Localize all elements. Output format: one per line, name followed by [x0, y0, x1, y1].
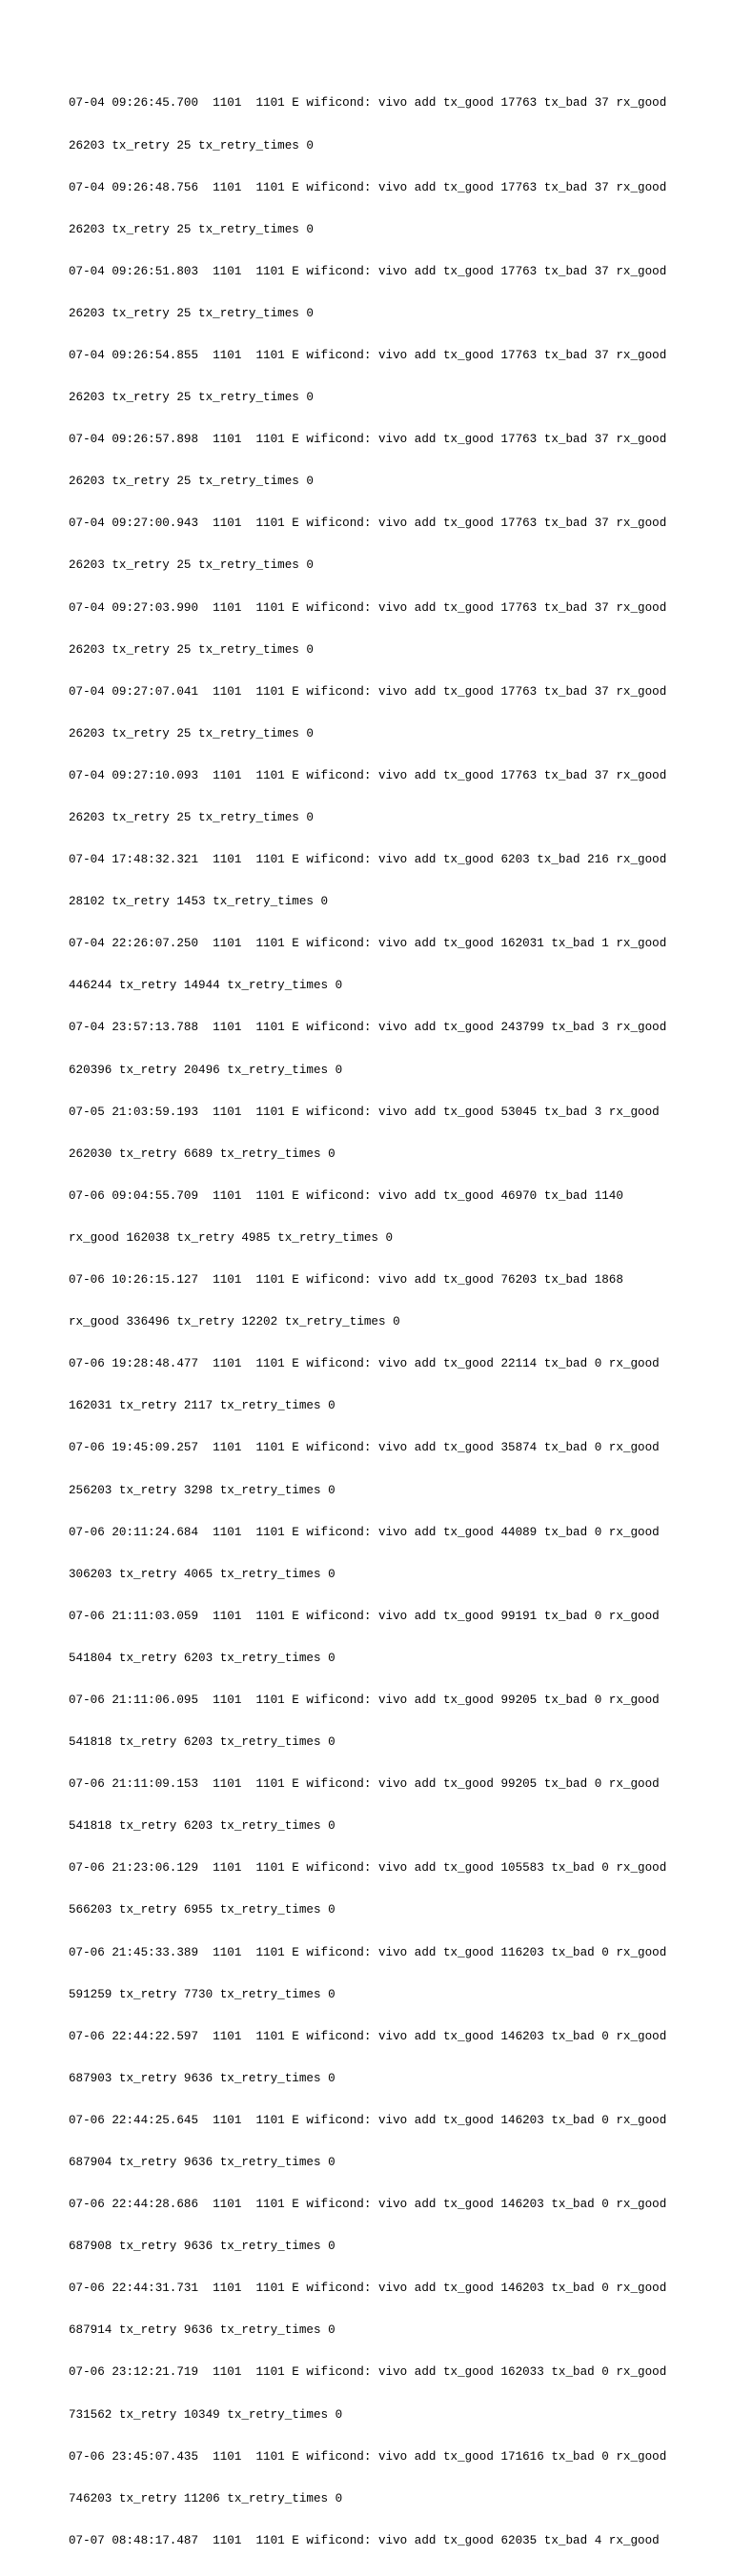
log-line: 26203 tx_retry 25 tx_retry_times 0 [69, 475, 314, 489]
log-line: 26203 tx_retry 25 tx_retry_times 0 [69, 811, 314, 824]
log-line: 07-07 08:48:17.487 1101 1101 E wificond: vivo add tx_good 62035 tx_bad 4 rx_good [69, 2533, 660, 2547]
log-line: 07-06 10:26:15.127 1101 1101 E wificond: vivo add tx_good 76203 tx_bad 1868 [69, 1273, 623, 1288]
log-line: 07-04 09:27:10.093 1101 1101 E wificond: vivo add tx_good 17763 tx_bad 37 rx_good [69, 768, 667, 782]
log-line: 256203 tx_retry 3298 tx_retry_times 0 [69, 1483, 336, 1497]
log-line: 07-04 09:27:03.990 1101 1101 E wificond: vivo add tx_good 17763 tx_bad 37 rx_good [69, 600, 667, 615]
log-line: 07-04 09:26:57.898 1101 1101 E wificond: vivo add tx_good 17763 tx_bad 37 rx_good [69, 433, 667, 447]
log-line: 07-06 21:11:06.095 1101 1101 E wificond: vivo add tx_good 99205 tx_bad 0 rx_good [69, 1693, 660, 1707]
log-line: 07-04 09:26:51.803 1101 1101 E wificond: vivo add tx_good 17763 tx_bad 37 rx_good [69, 264, 667, 278]
log-line: 07-06 21:11:09.153 1101 1101 E wificond: vivo add tx_good 99205 tx_bad 0 rx_good [69, 1777, 660, 1792]
log-line: 541818 tx_retry 6203 tx_retry_times 0 [69, 1819, 336, 1834]
log-line: 07-06 21:45:33.389 1101 1101 E wificond: vivo add tx_good 116203 tx_bad 0 rx_good [69, 1945, 667, 1959]
log-line: 07-04 23:57:13.788 1101 1101 E wificond: vivo add tx_good 243799 tx_bad 3 rx_good [69, 1021, 667, 1035]
log-line: 07-06 22:44:31.731 1101 1101 E wificond: vivo add tx_good 146203 tx_bad 0 rx_good [69, 2282, 667, 2296]
log-line: 687904 tx_retry 9636 tx_retry_times 0 [69, 2156, 336, 2169]
log-line: 541818 tx_retry 6203 tx_retry_times 0 [69, 1735, 336, 1750]
log-line: 07-06 23:45:07.435 1101 1101 E wificond: vivo add tx_good 171616 tx_bad 0 rx_good [69, 2449, 667, 2464]
log-line: 07-06 19:45:09.257 1101 1101 E wificond: vivo add tx_good 35874 tx_bad 0 rx_good [69, 1441, 660, 1455]
log-line: 687908 tx_retry 9636 tx_retry_times 0 [69, 2240, 336, 2254]
log-line: 07-06 20:11:24.684 1101 1101 E wificond: vivo add tx_good 44089 tx_bad 0 rx_good [69, 1525, 660, 1539]
log-line: 687903 tx_retry 9636 tx_retry_times 0 [69, 2071, 336, 2085]
log-line: 07-06 22:44:22.597 1101 1101 E wificond: vivo add tx_good 146203 tx_bad 0 rx_good [69, 2029, 667, 2043]
log-line: 731562 tx_retry 10349 tx_retry_times 0 [69, 2407, 343, 2422]
log-line: 746203 tx_retry 11206 tx_retry_times 0 [69, 2491, 343, 2505]
log-text-block [69, 69, 669, 2576]
log-line: 07-04 09:26:54.855 1101 1101 E wificond: vivo add tx_good 17763 tx_bad 37 rx_good [69, 348, 667, 362]
log-line: 26203 tx_retry 25 tx_retry_times 0 [69, 642, 314, 657]
log-line: 07-06 09:04:55.709 1101 1101 E wificond: vivo add tx_good 46970 tx_bad 1140 [69, 1188, 623, 1203]
log-line: 26203 tx_retry 25 tx_retry_times 0 [69, 558, 314, 573]
log-line: 26203 tx_retry 25 tx_retry_times 0 [69, 222, 314, 236]
log-line: 07-04 22:26:07.250 1101 1101 E wificond: vivo add tx_good 162031 tx_bad 1 rx_good [69, 937, 667, 951]
log-line: 07-06 22:44:28.686 1101 1101 E wificond: vivo add tx_good 146203 tx_bad 0 rx_good [69, 2198, 667, 2212]
log-line: rx_good 162038 tx_retry 4985 tx_retry_times 0 [69, 1230, 394, 1245]
log-line: 620396 tx_retry 20496 tx_retry_times 0 [69, 1063, 343, 1077]
log-line: 687914 tx_retry 9636 tx_retry_times 0 [69, 2323, 336, 2338]
log-line: 07-04 09:26:45.700 1101 1101 E wificond: vivo add tx_good 17763 tx_bad 37 rx_good [69, 96, 667, 111]
log-line: 07-06 23:12:21.719 1101 1101 E wificond: vivo add tx_good 162033 tx_bad 0 rx_good [69, 2365, 667, 2380]
log-line: 28102 tx_retry 1453 tx_retry_times 0 [69, 895, 329, 909]
log-line: 541804 tx_retry 6203 tx_retry_times 0 [69, 1651, 336, 1665]
log-line: 446244 tx_retry 14944 tx_retry_times 0 [69, 979, 343, 993]
log-line: 26203 tx_retry 25 tx_retry_times 0 [69, 306, 314, 320]
log-line: 306203 tx_retry 4065 tx_retry_times 0 [69, 1567, 336, 1581]
log-line: 07-06 21:11:03.059 1101 1101 E wificond: vivo add tx_good 99191 tx_bad 0 rx_good [69, 1609, 660, 1623]
log-line: rx_good 336496 tx_retry 12202 tx_retry_times 0 [69, 1315, 400, 1329]
log-line: 26203 tx_retry 25 tx_retry_times 0 [69, 726, 314, 740]
log-line: 07-06 21:23:06.129 1101 1101 E wificond: vivo add tx_good 105583 tx_bad 0 rx_good [69, 1861, 667, 1876]
log-line: 07-04 09:27:07.041 1101 1101 E wificond: vivo add tx_good 17763 tx_bad 37 rx_good [69, 684, 667, 699]
log-line: 26203 tx_retry 25 tx_retry_times 0 [69, 138, 314, 152]
log-line: 262030 tx_retry 6689 tx_retry_times 0 [69, 1146, 336, 1161]
log-line: 566203 tx_retry 6955 tx_retry_times 0 [69, 1903, 336, 1917]
log-line: 591259 tx_retry 7730 tx_retry_times 0 [69, 1987, 336, 2001]
log-line: 162031 tx_retry 2117 tx_retry_times 0 [69, 1399, 336, 1413]
log-line: 26203 tx_retry 25 tx_retry_times 0 [69, 391, 314, 405]
log-line: 07-05 21:03:59.193 1101 1101 E wificond: vivo add tx_good 53045 tx_bad 3 rx_good [69, 1105, 660, 1119]
log-line: 07-04 09:27:00.943 1101 1101 E wificond: vivo add tx_good 17763 tx_bad 37 rx_good [69, 517, 667, 531]
log-line: 07-06 19:28:48.477 1101 1101 E wificond: vivo add tx_good 22114 tx_bad 0 rx_good [69, 1357, 660, 1371]
log-line: 07-04 17:48:32.321 1101 1101 E wificond: vivo add tx_good 6203 tx_bad 216 rx_good [69, 853, 667, 867]
log-line: 07-06 22:44:25.645 1101 1101 E wificond: vivo add tx_good 146203 tx_bad 0 rx_good [69, 2113, 667, 2127]
log-line: 07-04 09:26:48.756 1101 1101 E wificond: vivo add tx_good 17763 tx_bad 37 rx_good [69, 180, 667, 194]
